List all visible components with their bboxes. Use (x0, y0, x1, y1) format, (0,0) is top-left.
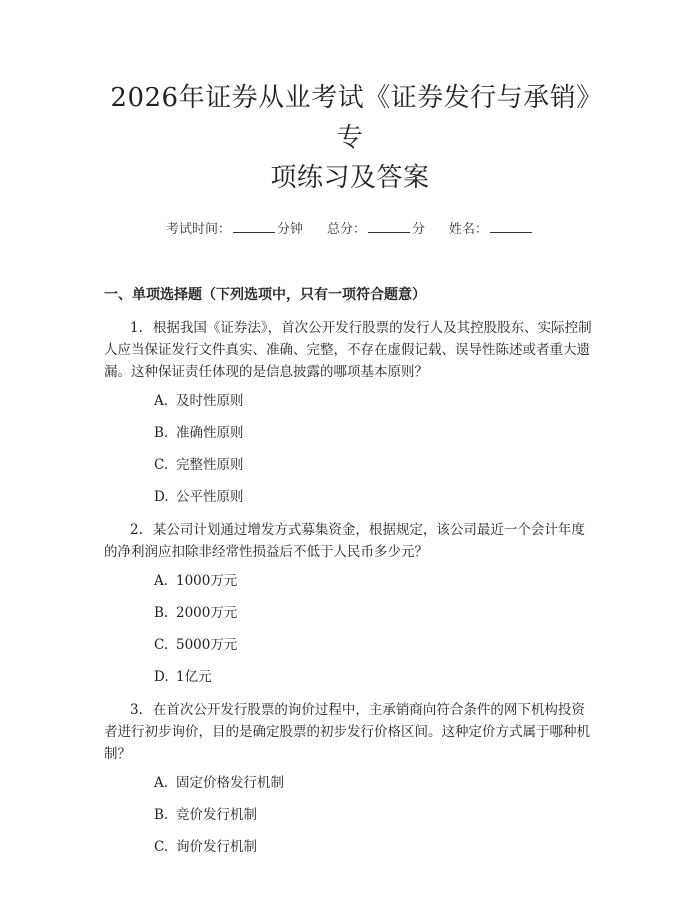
option-text: 询价发行机制 (176, 839, 257, 855)
option-text: 公平性原则 (176, 489, 244, 505)
option-letter: C. (154, 839, 169, 855)
option-text: 5000万元 (176, 637, 238, 653)
option-letter: C. (154, 637, 169, 653)
exam-time (166, 218, 303, 237)
option-letter: B. (154, 425, 169, 441)
name-blank (490, 220, 532, 233)
question-body: 在首次公开发行股票的询价过程中，主承销商向符合条件的网下机构投资者进行初步询价，目的是确定股票的初步发行价格区间。这种定价方式属于哪种机制？ (104, 702, 590, 762)
question-body: 根据我国《证券法》，首次公开发行股票的发行人及其控股股东、实际控制人应当保证发行文件真实、准确、完整，不存在虚假记载、误导性陈述或者重大遗漏。这种保证责任体现的是信息披露的哪项基本原则？ (104, 320, 592, 380)
option-letter: D. (154, 489, 169, 505)
option-item (104, 635, 596, 655)
question-block (104, 699, 596, 857)
question-number: 2. (130, 522, 143, 538)
question-text (104, 699, 596, 765)
option-letter: A. (154, 573, 169, 589)
option-text: 固定价格发行机制 (176, 775, 284, 791)
exam-meta (104, 218, 596, 237)
option-text: 完整性原则 (176, 457, 244, 473)
option-text: 及时性原则 (176, 393, 244, 409)
option-item (104, 837, 596, 857)
option-list (104, 391, 596, 507)
option-item (104, 423, 596, 443)
option-letter: B. (154, 807, 169, 823)
question-number: 3. (130, 702, 143, 718)
option-list (104, 773, 596, 857)
name-label: 姓名： (449, 222, 489, 237)
exam-score (327, 218, 425, 237)
exam-name (449, 218, 534, 237)
score-label: 总分： (326, 222, 366, 237)
option-text: 准确性原则 (176, 425, 244, 441)
question-text (104, 317, 596, 383)
option-list (104, 571, 596, 687)
score-unit: 分 (412, 222, 426, 237)
title-line-2: 项练习及答案 (270, 163, 430, 193)
title-line-1: 2026年证券从业考试《证券发行与承销》专 (110, 83, 590, 153)
option-item (104, 773, 596, 793)
question-number: 1. (130, 320, 143, 336)
option-letter: D. (154, 669, 169, 685)
section-title: 一、单项选择题（下列选项中，只有一项符合题意） (104, 287, 426, 303)
option-text: 1亿元 (176, 669, 212, 685)
option-item (104, 667, 596, 687)
document-title (104, 78, 596, 198)
time-blank (233, 220, 275, 233)
question-text (104, 519, 596, 563)
option-letter: C. (154, 457, 169, 473)
option-item (104, 603, 596, 623)
option-text: 2000万元 (176, 605, 238, 621)
option-item (104, 391, 596, 411)
question-block (104, 317, 596, 507)
option-letter: B. (154, 605, 169, 621)
score-blank (368, 220, 410, 233)
option-item (104, 571, 596, 591)
question-body: 某公司计划通过增发方式募集资金，根据规定，该公司最近一个会计年度的净利润应扣除非经常性损益后不低于人民币多少元？ (104, 522, 585, 560)
time-unit: 分钟 (276, 222, 303, 237)
option-item (104, 805, 596, 825)
time-label: 考试时间： (165, 222, 231, 237)
option-text: 1000万元 (176, 573, 238, 589)
question-block (104, 519, 596, 687)
option-text: 竞价发行机制 (176, 807, 257, 823)
option-item (104, 455, 596, 475)
option-item (104, 487, 596, 507)
option-letter: A. (154, 775, 169, 791)
option-letter: A. (154, 393, 169, 409)
